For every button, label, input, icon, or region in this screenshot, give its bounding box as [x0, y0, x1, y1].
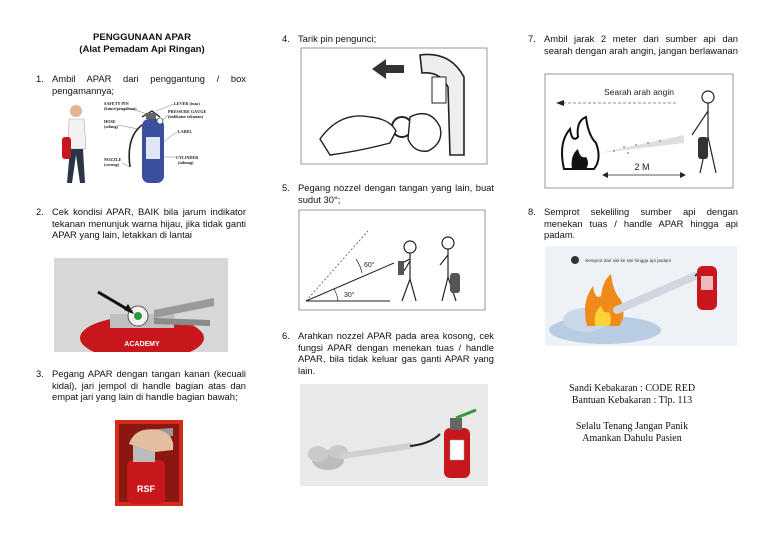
label-safety-pin-sub: (kunci/pengaman): [104, 106, 137, 111]
page-title: [36, 32, 248, 56]
step-6: [282, 330, 494, 376]
pressure-gauge-photo: [54, 258, 228, 352]
angle-60-label: 60°: [364, 262, 375, 269]
angle-30-label: 30°: [344, 292, 355, 299]
step-number: 4.: [282, 33, 290, 44]
label-cylinder-sub: (tabung): [178, 160, 194, 165]
step-text: Ambil jarak 2 meter dari sumber api dan searah dengan arah angin, jangan berlawanan: [544, 33, 738, 56]
label-hose-sub: (selang): [104, 124, 118, 129]
step-text: Cek kondisi APAR, BAIK bila jarum indikator tekanan menunjuk warna hijau, jika tidak ganti APAR yang lain, letakkan di lantai: [52, 206, 246, 241]
person-figure: [62, 105, 86, 183]
label-hose: HOSE: [104, 119, 116, 124]
step-text: Ambil APAR dari penggantung / box pengamannya;: [52, 73, 246, 96]
blue-extinguisher: [129, 111, 164, 183]
step-text: Arahkan nozzel APAR pada area kosong, cek fungsi APAR dengan menekan tuas / handle APAR, bila tidak keluar gas ganti APAR yang lain.: [298, 330, 494, 376]
step-number: 2.: [36, 206, 44, 217]
label-gauge-sub: (indikator tekanan): [168, 114, 203, 119]
step-5: [282, 182, 494, 205]
extinguisher-parts-diagram: [56, 97, 206, 189]
step-7: [528, 33, 738, 56]
step-3: [36, 368, 246, 403]
fire-help-line: Bantuan Kebakaran : Tlp. 113: [571, 395, 693, 406]
calm-line: Selalu Tenang Jangan Panik: [575, 421, 689, 432]
test-spray-illustration: [300, 384, 488, 486]
step-2: [36, 206, 246, 241]
label-nozzle: NOZZLE: [104, 157, 122, 162]
step-number: 7.: [528, 33, 536, 44]
wind-label: Searah arah angin: [604, 87, 674, 97]
label-label: LABEL: [178, 129, 193, 134]
step-text: Tarik pin pengunci;: [298, 33, 377, 44]
patient-line: Amankan Dahulu Pasien: [582, 433, 682, 444]
brand-label: RSF: [137, 484, 155, 494]
wind-distance-illustration: [544, 73, 734, 189]
brand-label: ACADEMY: [124, 341, 160, 348]
hand-grip-photo: [115, 420, 183, 506]
spray-fire-illustration: [545, 246, 737, 346]
pull-pin-illustration: [300, 47, 488, 165]
safety-message: [528, 421, 736, 445]
step-number: 1.: [36, 73, 44, 84]
step-number: 8.: [528, 206, 536, 217]
distance-label: 2 M: [634, 162, 650, 172]
step-4: [282, 33, 494, 45]
step-text: Pegang APAR dengan tangan kanan (kecuali kidal), jari jempol di handle bagian atas dan empat jari yang lain di handle bagian bawah;: [52, 368, 246, 403]
step-number: 6.: [282, 330, 290, 341]
step-1: [36, 73, 246, 96]
emergency-info: [528, 383, 736, 407]
title-text: PENGGUNAAN APAR: [92, 32, 192, 43]
nozzle-angle-illustration: [298, 209, 486, 311]
step-number: 3.: [36, 368, 44, 379]
label-nozzle-sub: (corong): [104, 162, 120, 167]
step-text: Semprot sekeliling sumber api dengan menekan tuas / handle APAR hingga api padam.: [544, 206, 738, 241]
label-lever: LEVER (tuas): [174, 101, 200, 106]
code-red-line: Sandi Kebakaran : CODE RED: [568, 383, 696, 394]
subtitle-text: (Alat Pemadam Api Ringan): [79, 44, 205, 55]
step-number: 5.: [282, 182, 290, 193]
label-gauge: PRESSURE GAUGE: [168, 109, 206, 114]
label-safety-pin: SAFETY PIN: [104, 101, 129, 106]
step-8: [528, 206, 738, 241]
spray-caption: Semprot dari sisi ke sisi hingga api padam: [585, 258, 672, 263]
step-text: Pegang nozzel dengan tangan yang lain, buat sudut 30°;: [298, 182, 494, 205]
label-cylinder: CYLINDER: [176, 155, 199, 160]
